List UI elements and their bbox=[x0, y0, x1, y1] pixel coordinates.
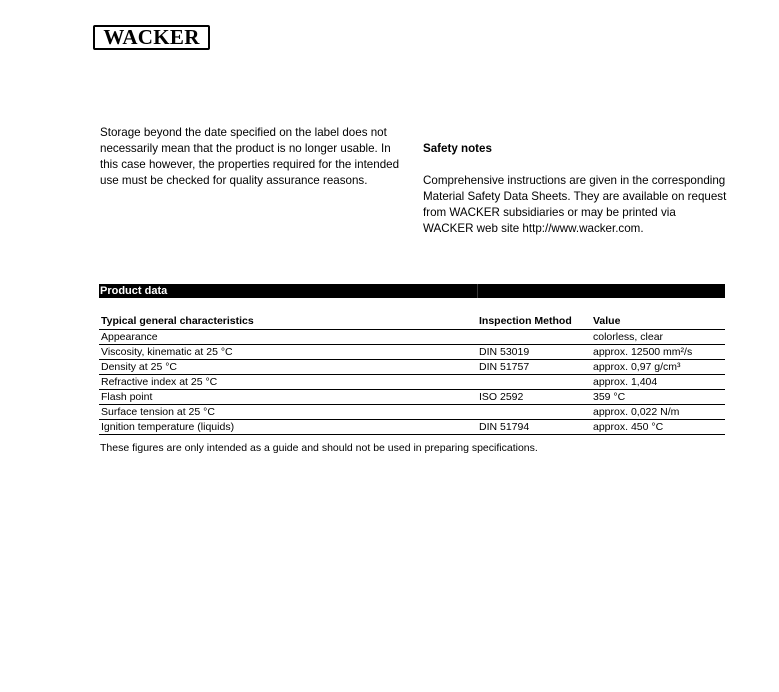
cell-method: DIN 53019 bbox=[479, 346, 530, 358]
cell-characteristic: Appearance bbox=[101, 331, 158, 343]
specification-disclaimer: These figures are only intended as a guide and should not be used in preparing specifications. bbox=[100, 442, 538, 454]
table-row bbox=[99, 360, 725, 375]
product-data-table bbox=[99, 314, 725, 435]
column-header-value: Value bbox=[593, 315, 621, 327]
product-data-title: Product data bbox=[100, 285, 168, 297]
table-row bbox=[99, 405, 725, 420]
cell-characteristic: Ignition temperature (liquids) bbox=[101, 421, 235, 433]
safety-notes-heading: Safety notes bbox=[423, 142, 492, 155]
table-row bbox=[99, 330, 725, 345]
cell-method: DIN 51757 bbox=[479, 361, 530, 373]
cell-value: approx. 450 °C bbox=[593, 421, 664, 433]
table-row bbox=[99, 420, 725, 435]
cell-method: ISO 2592 bbox=[479, 391, 524, 403]
cell-value: approx. 1,404 bbox=[593, 376, 658, 388]
table-header-row bbox=[99, 314, 725, 330]
safety-notes-paragraph: Comprehensive instructions are given in the corresponding Material Safety Data Sheets. They are available on request from WACKER subsidiaries or may be printed via WACKER web site http://www.wacker.com. bbox=[423, 174, 727, 235]
product-data-header-bar bbox=[99, 284, 725, 298]
table-row bbox=[99, 345, 725, 360]
cell-characteristic: Surface tension at 25 °C bbox=[101, 406, 215, 418]
cell-characteristic: Refractive index at 25 °C bbox=[101, 376, 218, 388]
cell-value: 359 °C bbox=[593, 391, 626, 403]
cell-characteristic: Viscosity, kinematic at 25 °C bbox=[101, 346, 233, 358]
cell-characteristic: Flash point bbox=[101, 391, 153, 403]
table-row bbox=[99, 390, 725, 405]
cell-method: DIN 51794 bbox=[479, 421, 530, 433]
cell-value: colorless, clear bbox=[593, 331, 664, 343]
wacker-logo bbox=[93, 25, 210, 50]
cell-value: approx. 0,022 N/m bbox=[593, 406, 680, 418]
table-row bbox=[99, 375, 725, 390]
column-header-inspection-method: Inspection Method bbox=[479, 315, 572, 327]
header-bar-divider bbox=[477, 284, 478, 298]
column-header-characteristics: Typical general characteristics bbox=[101, 315, 254, 327]
cell-value: approx. 0,97 g/cm³ bbox=[593, 361, 681, 373]
cell-value: approx. 12500 mm²/s bbox=[593, 346, 693, 358]
logo-text: WACKER bbox=[103, 25, 200, 49]
cell-characteristic: Density at 25 °C bbox=[101, 361, 177, 373]
storage-paragraph: Storage beyond the date specified on the label does not necessarily mean that the product is no longer usable. In this case however, the properties required for the intended use must be checked for quality assurance reasons. bbox=[100, 126, 400, 187]
